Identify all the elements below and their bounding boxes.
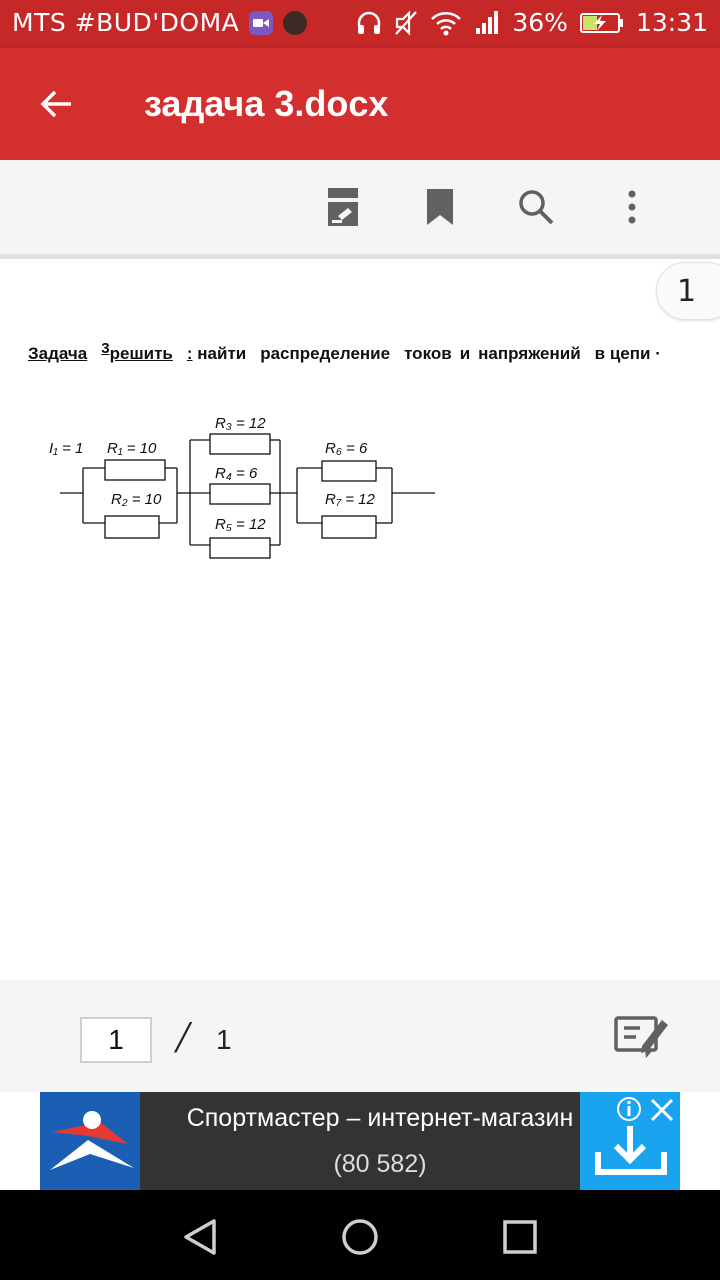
carrier-label: MTS #BUD'DOMA — [12, 8, 240, 37]
arrow-back-icon — [39, 89, 73, 119]
problem-statement: Задача 3решить : найти распределение токов и напряжений в цепи · — [28, 340, 661, 363]
problem-word: распределение — [260, 344, 391, 363]
ad-close-button[interactable] — [648, 1096, 676, 1124]
problem-number: 3 — [101, 340, 110, 357]
reading-mode-button[interactable] — [318, 182, 368, 232]
battery-percent: 36% — [512, 8, 568, 37]
triangle-back-icon — [180, 1217, 220, 1257]
document-title: задача 3.docx — [144, 83, 389, 124]
nav-back-button[interactable] — [175, 1212, 225, 1262]
circuit-label-r1: R₁ = 10 — [107, 440, 157, 457]
system-navigation-bar — [0, 1190, 720, 1280]
problem-word: Задача — [28, 344, 88, 363]
square-recents-icon — [502, 1219, 538, 1255]
clock: 13:31 — [635, 8, 708, 37]
status-bar-right — [356, 8, 708, 37]
document-page[interactable] — [0, 259, 720, 980]
circuit-label-r2: R₂ = 10 — [111, 491, 162, 508]
edit-note-icon — [612, 1010, 670, 1062]
page-number-input[interactable]: 1 — [80, 1017, 152, 1063]
status-bar-left — [12, 8, 307, 37]
bookmark-icon — [425, 187, 455, 227]
page-separator: / — [176, 1011, 189, 1062]
problem-word: в — [594, 344, 606, 363]
more-vert-icon — [627, 189, 637, 225]
nav-recents-button[interactable] — [495, 1212, 545, 1262]
ad-title: Спортмастер – интернет-магазин — [186, 1104, 574, 1132]
total-pages: 1 — [216, 1024, 232, 1055]
problem-word: и — [459, 344, 471, 363]
ad-info-button[interactable] — [616, 1096, 642, 1122]
ad-banner[interactable] — [40, 1092, 680, 1190]
circuit-label-r6: R₆ = 6 — [325, 440, 368, 457]
problem-word: токов — [404, 344, 452, 363]
circuit-label-r7: R₇ = 12 — [325, 491, 375, 508]
info-icon — [616, 1096, 642, 1122]
problem-word: цепи — [609, 344, 651, 363]
signal-icon — [474, 10, 500, 36]
more-options-button[interactable] — [607, 182, 657, 232]
search-icon — [518, 189, 554, 225]
mute-icon — [394, 10, 418, 36]
nav-home-button[interactable] — [335, 1212, 385, 1262]
circle-home-icon — [340, 1217, 380, 1257]
problem-word: напряжений — [478, 344, 581, 363]
edit-button[interactable] — [612, 1010, 670, 1062]
circuit-label-r5: R₅ = 12 — [215, 516, 266, 533]
page-navigation-bar — [0, 980, 720, 1092]
sportmaster-logo — [40, 1092, 140, 1190]
problem-word: решить — [109, 344, 173, 363]
circuit-diagram — [45, 405, 445, 565]
video-app-icon — [249, 11, 273, 35]
problem-colon: : — [186, 344, 193, 363]
circuit-label-i1: I₁ = 1 — [49, 440, 84, 457]
status-bar — [0, 0, 720, 48]
close-icon — [648, 1096, 676, 1124]
search-button[interactable] — [511, 182, 561, 232]
back-button[interactable] — [28, 78, 84, 130]
document-toolbar — [0, 160, 720, 259]
battery-charging-icon — [580, 11, 624, 35]
wifi-icon — [430, 10, 462, 36]
page-number-badge: 1 — [656, 262, 720, 320]
ad-subtitle: (80 582) — [333, 1150, 427, 1178]
app-bar — [0, 48, 720, 160]
headphones-icon — [356, 10, 382, 36]
document-view-icon — [326, 186, 360, 228]
circuit-label-r3: R₃ = 12 — [215, 415, 266, 432]
bookmark-button[interactable] — [415, 182, 465, 232]
circuit-label-r4: R₄ = 6 — [215, 465, 258, 482]
notification-avatar-icon — [283, 11, 307, 35]
problem-word: найти — [197, 344, 247, 363]
